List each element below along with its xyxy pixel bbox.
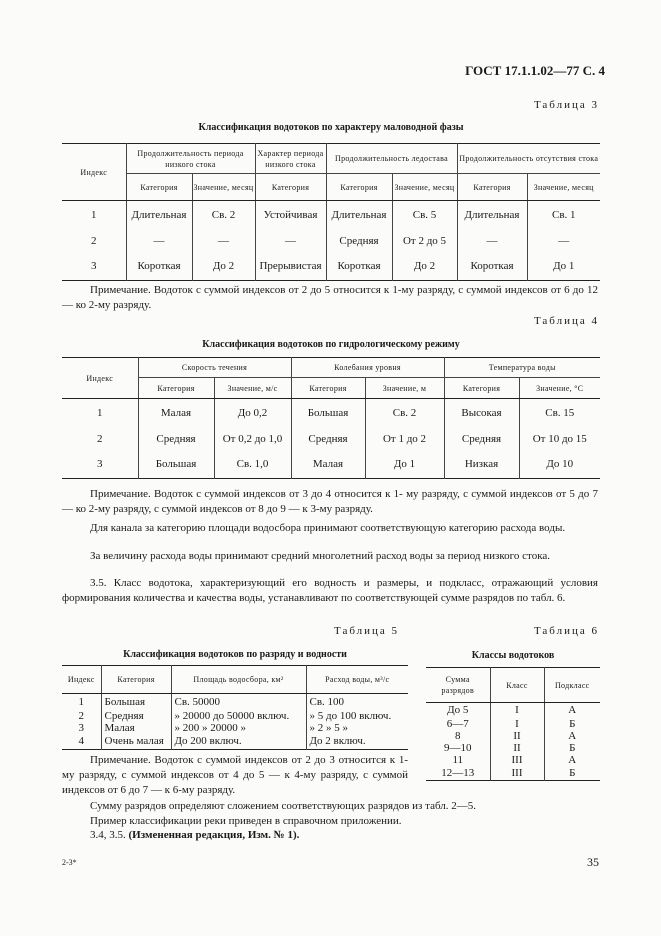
- table-cell: Св. 1: [551, 208, 576, 221]
- table-cell: » 20000 до 50000 включ.: [171, 710, 306, 722]
- table3-sub-category: Категория: [457, 174, 527, 201]
- table-cell: Короткая: [126, 253, 192, 281]
- table-cell: Короткая: [326, 253, 392, 281]
- table-cell: » 200 » 20000 »: [171, 722, 306, 734]
- table-cell: А: [568, 753, 577, 766]
- table3-sub-value: Значение, месяц: [192, 174, 255, 201]
- table6-header-sum: Сумма разрядов: [426, 668, 490, 703]
- table-cell: 11: [426, 754, 490, 766]
- table-cell: До 200 включ.: [171, 734, 306, 750]
- table-row: [426, 718, 600, 730]
- table4-title: Классификация водотоков по гидрологическому режиму: [202, 339, 460, 350]
- table5-header-discharge: Расход воды, м³/с: [306, 666, 408, 694]
- table3-index-header: Индекс: [62, 144, 126, 201]
- table-cell: До 5: [426, 703, 490, 718]
- table-cell: II: [490, 742, 544, 754]
- table-cell: До 0,2: [214, 399, 291, 427]
- revision-prefix: 3.4, 3.5.: [90, 829, 126, 841]
- table-row: [426, 766, 600, 781]
- table-cell: Высокая: [444, 399, 519, 427]
- table6-header-subclass: Подкласс: [544, 668, 600, 703]
- table-cell: 9—10: [426, 742, 490, 754]
- table-cell: Св. 5: [392, 201, 457, 229]
- table4-group-2: Колебания уровня: [291, 358, 444, 378]
- table-cell: До 10: [546, 458, 574, 471]
- table-cell: 1: [62, 694, 101, 710]
- table-row: [62, 427, 600, 451]
- table-row: [62, 451, 600, 479]
- table-cell: Длительная: [126, 201, 192, 229]
- table-cell: Св. 2: [192, 201, 255, 229]
- table5-label: Таблица 5: [334, 625, 400, 637]
- table-cell: Малая: [101, 722, 171, 734]
- table5-note: Примечание. Водоток с суммой индексов от 2 до 3 относится к 1-му разряду, с суммой индексов от 4 до 5 — к 4-му разряду, с суммой индексов от 6 до 7 — к 6-му разряду.: [62, 754, 408, 796]
- table-cell: От 0,2 до 1,0: [214, 427, 291, 451]
- table-row: [426, 754, 600, 766]
- table3-sub-category: Категория: [326, 174, 392, 201]
- paragraph-channel: Для канала за категорию площади водосбора принимают соответствующую категорию расхода воды.: [90, 522, 566, 534]
- paragraph-sum: Сумму разрядов определяют сложением соответствующих разрядов из табл. 2—5.: [90, 800, 477, 812]
- table3-sub-category: Категория: [255, 174, 326, 201]
- table-cell: III: [490, 754, 544, 766]
- table3-group-4: Продолжительность отсутствия стока: [457, 144, 600, 174]
- table3-label: Таблица 3: [533, 99, 599, 111]
- table5-header-category: Категория: [101, 666, 171, 694]
- table-cell: До 2: [392, 253, 457, 281]
- table-row: [426, 730, 600, 742]
- table-cell: 2: [62, 229, 126, 253]
- table-cell: Св. 15: [545, 406, 575, 419]
- table4-sub-value-temp: Значение, °С: [519, 378, 600, 399]
- table-cell: Средняя: [444, 427, 519, 451]
- table-cell: III: [490, 766, 544, 781]
- table4-sub-value-speed: Значение, м/с: [214, 378, 291, 399]
- table-cell: Очень малая: [101, 734, 171, 750]
- table6-header-class: Класс: [490, 668, 544, 703]
- table-cell: 2: [62, 427, 138, 451]
- table-cell: Короткая: [457, 253, 527, 281]
- table-cell: Большая: [138, 451, 214, 479]
- table-cell: Б: [569, 717, 576, 730]
- table-cell: 4: [62, 734, 101, 750]
- paragraph-example: Пример классификации реки приведен в справочном приложении.: [90, 815, 402, 827]
- paragraph-revision: [62, 828, 598, 843]
- table-cell: Малая: [138, 399, 214, 427]
- table-cell: Средняя: [101, 710, 171, 722]
- table3-group-2: Характер периода низкого стока: [255, 144, 326, 174]
- table-cell: 12—13: [426, 766, 490, 781]
- table4-sub-value-level: Значение, м: [365, 378, 444, 399]
- table3: [62, 143, 600, 281]
- table-cell: До 2 включ.: [309, 735, 366, 748]
- table4-note: Примечание. Водоток с суммой индексов от 3 до 4 относится к 1- му разряду, с суммой индексов от 5 до 7— ко 2-му разряду, с суммой индексов от 8 до 9 — к 3-му разряду.: [62, 488, 598, 515]
- document-header: ГОСТ 17.1.1.02—77 С. 4: [465, 63, 605, 78]
- table4: [62, 357, 600, 479]
- page-mark: 2-3*: [62, 858, 77, 867]
- table-cell: Длительная: [326, 201, 392, 229]
- table-cell: Средняя: [138, 427, 214, 451]
- table6: [426, 667, 600, 781]
- table-cell: А: [568, 704, 577, 717]
- table-cell: II: [490, 730, 544, 742]
- table-cell: » 2 » 5 »: [309, 721, 348, 734]
- table-cell: От 1 до 2: [365, 427, 444, 451]
- table-row: [62, 694, 408, 710]
- table-cell: —: [255, 229, 326, 253]
- table3-sub-value: Значение, месяц: [392, 174, 457, 201]
- table-cell: Св. 100: [309, 695, 345, 708]
- table-cell: Св. 2: [365, 399, 444, 427]
- table4-label: Таблица 4: [533, 315, 599, 327]
- table-cell: Б: [569, 766, 576, 779]
- table4-group-1: Скорость течения: [138, 358, 291, 378]
- table-cell: —: [192, 229, 255, 253]
- table-cell: Длительная: [457, 201, 527, 229]
- table-cell: Св. 1,0: [214, 451, 291, 479]
- table6-title: Классы водотоков: [471, 650, 555, 661]
- table5-header-area: Площадь водосбора, км²: [171, 666, 306, 694]
- table-cell: Малая: [291, 451, 365, 479]
- table-cell: Средняя: [326, 229, 392, 253]
- table3-group-1: Продолжительность периода низкого стока: [126, 144, 255, 174]
- table-cell: —: [457, 229, 527, 253]
- revision-note: (Измененная редакция, Изм. № 1).: [128, 829, 300, 841]
- table-cell: Большая: [291, 399, 365, 427]
- table-cell: От 2 до 5: [392, 229, 457, 253]
- table-cell: Средняя: [291, 427, 365, 451]
- table-cell: А: [568, 729, 577, 742]
- table4-sub-category: Категория: [291, 378, 365, 399]
- table3-sub-category: Категория: [126, 174, 192, 201]
- table-cell: I: [490, 703, 544, 718]
- table-cell: I: [490, 718, 544, 730]
- paragraph-discharge: За величину расхода воды принимают средний многолетний расход воды за период низкого стока.: [90, 550, 551, 562]
- table-cell: 1: [62, 201, 126, 229]
- table-row: [62, 710, 408, 722]
- table-row: [426, 742, 600, 754]
- table-row: [62, 229, 600, 253]
- table4-group-3: Температура воды: [444, 358, 600, 378]
- table3-title: Классификация водотоков по характеру маловодной фазы: [198, 122, 464, 133]
- table6-label: Таблица 6: [533, 625, 599, 637]
- table-cell: Большая: [101, 694, 171, 710]
- table-cell: Св. 50000: [171, 694, 306, 710]
- table-cell: 3: [62, 253, 126, 281]
- table5: [62, 665, 408, 750]
- table3-note: Примечание. Водоток с суммой индексов от 2 до 5 относится к 1-му разряду, с суммой индексов от 6 до 12 — ко 2-му разряду.: [62, 284, 598, 311]
- table-cell: Прерывистая: [255, 253, 326, 281]
- page-number: 35: [587, 855, 599, 869]
- table4-sub-category: Категория: [138, 378, 214, 399]
- table-cell: 3: [62, 722, 101, 734]
- table-row: [426, 703, 600, 718]
- table-cell: 2: [62, 710, 101, 722]
- table-row: [62, 201, 600, 229]
- table5-title: Классификация водотоков по разряду и водности: [123, 649, 347, 660]
- table-cell: 3: [62, 451, 138, 479]
- table-cell: Б: [569, 741, 576, 754]
- table-cell: 8: [426, 730, 490, 742]
- table-row: [62, 399, 600, 427]
- table-row: [62, 734, 408, 750]
- table-cell: До 1: [365, 451, 444, 479]
- table4-index-header: Индекс: [62, 358, 138, 399]
- table-cell: До 1: [553, 260, 575, 273]
- table3-group-3: Продолжительность ледостава: [326, 144, 457, 174]
- table-cell: От 10 до 15: [532, 432, 587, 445]
- table-cell: » 5 до 100 включ.: [309, 709, 392, 722]
- table-cell: Низкая: [444, 451, 519, 479]
- table-row: [62, 253, 600, 281]
- table3-sub-value: Значение, месяц: [527, 174, 600, 201]
- table-cell: До 2: [192, 253, 255, 281]
- table-cell: —: [558, 234, 570, 247]
- table5-header-index: Индекс: [62, 666, 101, 694]
- table4-sub-category: Категория: [444, 378, 519, 399]
- table-cell: 6—7: [426, 718, 490, 730]
- table-cell: 1: [62, 399, 138, 427]
- table-cell: Устойчивая: [255, 201, 326, 229]
- table-cell: —: [126, 229, 192, 253]
- table-row: [62, 722, 408, 734]
- paragraph-3-5: 3.5. Класс водотока, характеризующий его водность и размеры, и подкласс, отражающий условия формирования количества и качества воды, устанавливают по соответствующей сумме разрядов по табл. 6.: [62, 577, 598, 604]
